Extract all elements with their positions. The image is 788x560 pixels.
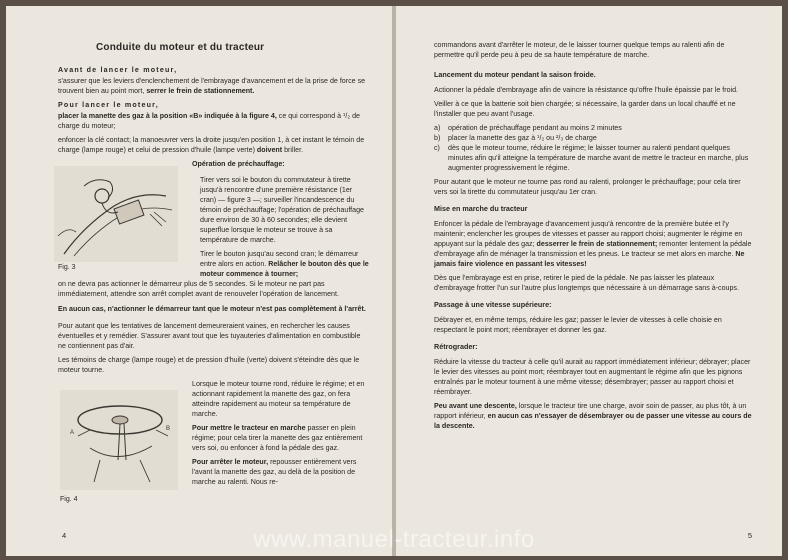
arreter-paragraph: [192, 457, 370, 487]
descente-emphasis-2: en aucun cas n'essayer de désembrayer ou de passer une vitesse au cours de la descente.: [434, 412, 752, 430]
list-item: [434, 133, 754, 143]
list-text: placer la manette des gaz à ¹/₂ ou ²/₃ de charge: [448, 134, 597, 142]
page-number-right: 5: [747, 531, 752, 540]
avant-paragraph: [58, 76, 370, 96]
svg-text:A: A: [70, 430, 75, 436]
superieure-heading: Passage à une vitesse supérieure:: [434, 300, 552, 309]
switch-drawing-icon: [54, 166, 178, 262]
temoins-text: Les témoins de charge (lampe rouge) et de pression d'huile (verte) doivent s'éteindre dès que le moteur tourne.: [58, 356, 360, 374]
list-item: [434, 143, 754, 173]
procedure-list: [434, 123, 754, 173]
page-title: Conduite du moteur et du tracteur: [96, 42, 265, 53]
watermark-text: www.manuel-tracteur.info: [253, 526, 535, 553]
froide-text-3: Pour autant que le moteur ne tourne pas rond au ralenti, prolonger le préchauffage; pour cela tirer vers soi la tirette du commutateur jusqu'au 1er cran.: [434, 178, 741, 196]
tentatives-text: Pour autant que les tentatives de lancement demeureraient vaines, en rechercher les causes éventuelles et y remédier. S'assurer avant tout que les tuyauteries d'alimentation en combustible ne contiennent pas d'air.: [58, 322, 361, 350]
lancer-text-3: briller.: [282, 146, 304, 154]
lancer-emphasis-2: doivent: [256, 146, 283, 154]
marche-text: Enfoncer la pédale de l'embrayage d'avancement jusqu'à rencontre de la première butée et l'y maintenir; enclencher les groupes de vitesses et passer au rapport choisi; augmenter le régime en appuyant sur la pédale des gaz;: [434, 220, 743, 248]
list-text: opération de préchauffage pendant au moins 2 minutes: [448, 124, 622, 132]
descente-emphasis: Peu avant une descente,: [434, 402, 517, 410]
list-key: c): [434, 144, 440, 152]
prechauffage-heading: Opération de préchauffage:: [192, 160, 285, 168]
tirer-paragraph-cont: on ne devra pas actionner le démarreur plus de 5 secondes. Si le moteur ne part pas immédiatement, attendre son arrêt complet avant de renouveler l'opération de lancement.: [58, 280, 339, 298]
svg-text:B: B: [166, 426, 171, 432]
mettre-emphasis: Pour mettre le tracteur en marche: [192, 424, 306, 432]
page-number-left: 4: [62, 531, 67, 540]
throttle-drawing-icon: [60, 390, 178, 490]
left-page: [6, 6, 392, 556]
lancer-emphasis: placer la manette des gaz à la position «B» indiquée à la figure 4,: [58, 112, 277, 120]
arreter-text: repousser entièrement vers l'avant la manette des gaz, au delà de la position de marche au ralenti. Nous re-: [192, 458, 357, 486]
descente-paragraph: [434, 401, 754, 431]
descente-text: lorsque le tracteur tire une charge, avoir soin de passer, au plus tôt, à un rapport inférieur,: [434, 402, 747, 420]
prechauffage-block: [192, 159, 370, 279]
figure-3-illustration: [54, 166, 178, 262]
prechauffage-text: Tirer vers soi le bouton du commutateur à tirette jusqu'à rencontre d'une première résistance (1er cran) — figure 3 —; surveiller l'incandescence du témoin de préchauffage; l'opération de préchauffage dure environ de 30 à 60 secondes; elle devient superflue lorsque le moteur se trouve à sa température de marche.: [200, 176, 364, 244]
arreter-emphasis: Pour arrêter le moteur,: [192, 458, 269, 466]
marche-text-3: Dès que l'embrayage est en prise, retirer le pied de la pédale. Ne pas laisser les plateaux d'embrayage frotter l'un sur l'autre plus longtemps que nécessaire à un démarrage sans à-coups.: [434, 274, 739, 292]
warning-text: En aucun cas, n'actionner le démarreur tant que le moteur n'est pas complètement à l'arrêt.: [58, 305, 366, 313]
figure-4-label: Fig. 4: [60, 496, 78, 503]
marche-heading: Mise en marche du tracteur: [434, 204, 528, 213]
intro-text: commandons avant d'arrêter le moteur, de le laisser tourner quelque temps au ralenti afin de permettre qu'il perde peu à peu de sa haute température de marche.: [434, 41, 725, 59]
marche-emphasis: desserrer le frein de stationnement;: [536, 240, 658, 248]
froide-heading: Lancement du moteur pendant la saison froide.: [434, 70, 596, 79]
list-text: dès que le moteur tourne, réduire le régime; le laisser tourner au ralenti pendant quelques minutes afin qu'il atteigne la température de marche avant de mettre le tracteur en marche, plus augmenter progressivement le régime.: [448, 144, 749, 172]
superieure-text: Débrayer et, en même temps, réduire les gaz; passer le levier de vitesses à celle choisie en respectant le point mort; réembrayer et donner les gaz.: [434, 316, 722, 334]
mettre-text: passer en plein régime; pour cela tirer la manette des gaz entièrement vers soi, ou enfoncer à fond la pédale des gaz.: [192, 424, 363, 452]
right-page: [396, 6, 782, 556]
tirer-paragraph: [192, 249, 370, 279]
retrograder-text: Réduire la vitesse du tracteur à celle qu'il aurait au rapport immédiatement inférieur; débrayer; placer le levier des vitesses au point mort; réembrayer tout en augmentant le régime afin que les pignons entraînés par le moteur tournent à une même vitesse; désembrayer; passer au rapport choisi et réembrayer.: [434, 358, 751, 396]
avant-heading: Avant de lancer le moteur,: [58, 66, 178, 74]
list-key: b): [434, 134, 441, 142]
froide-text-2: Veiller à ce que la batterie soit bien chargée; si nécessaire, la garder dans un local chauffé et ne l'installer que peu avant l'usage.: [434, 100, 736, 118]
marche-paragraph: [434, 219, 754, 269]
tirer-emphasis: Relâcher le bouton dès que le moteur commence à tourner;: [200, 260, 369, 278]
marche-text-2: remonter lentement la pédale d'embrayage afin de ménager la transmission et les pneus. Le tracteur se met alors en marche.: [434, 240, 752, 258]
froide-text-1: Actionner la pédale d'embrayage afin de vaincre la résistance qu'offre l'huile épaissie par le froid.: [434, 86, 739, 94]
marche-emphasis-2: Ne jamais faire violence en passant les vitesses!: [434, 250, 745, 268]
lancer-paragraph: [58, 111, 370, 131]
avant-text: s'assurer que les leviers d'enclenchement de l'embrayage d'avancement et de la prise de force se trouvent bien au point mort,: [58, 77, 366, 95]
figure-3-label: Fig. 3: [58, 264, 76, 271]
lancer-text: ce qui correspond à ¹/₂ de charge du moteur;: [58, 112, 360, 130]
lancer-text-2: enfoncer la clé contact; la manoeuvrer vers la droite jusqu'en position 1, à cet instant le témoin de charge (lampe rouge) et celui de pression d'huile (lampe verte): [58, 136, 365, 154]
rond-block: [192, 379, 370, 487]
tirer-text: Tirer le bouton jusqu'au second cran; le démarreur entre alors en action.: [200, 250, 359, 268]
list-key: a): [434, 124, 441, 132]
retrograder-heading: Rétrograder:: [434, 342, 478, 351]
figure-4-illustration: [60, 390, 178, 490]
avant-emphasis: serrer le frein de stationnement.: [146, 87, 255, 95]
list-item: [434, 123, 754, 133]
mettre-paragraph: [192, 423, 370, 453]
rond-text: Lorsque le moteur tourne rond, réduire le régime; et en actionnant rapidement la manette des gaz, on fera atteindre rapidement au moteur sa température de marche.: [192, 380, 365, 418]
lancer-paragraph-2: [58, 135, 370, 155]
lancer-heading: Pour lancer le moteur,: [58, 101, 159, 109]
